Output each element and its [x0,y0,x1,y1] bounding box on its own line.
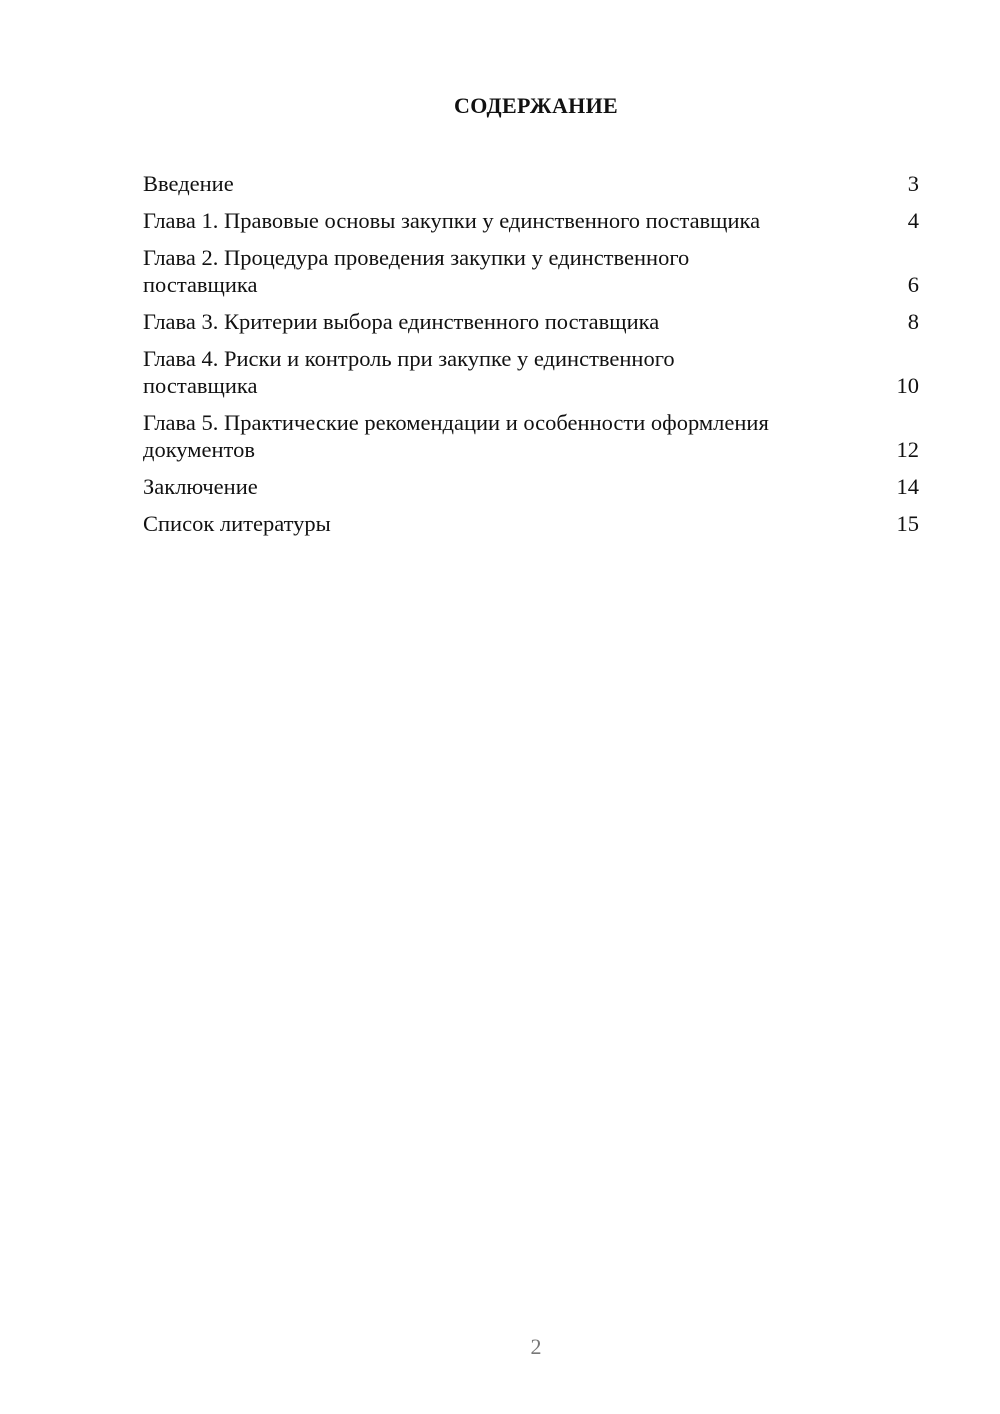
toc-entry-page-number: 4 [907,208,919,233]
toc-entry-text: Глава 3. Критерии выбора единственного поставщика [143,309,660,334]
toc-entry-text: Глава 5. Практические рекомендации и особенности оформления документов [143,410,769,462]
toc-entry-page-number: 3 [907,171,919,196]
toc-entry-introduction [143,170,919,197]
toc-entry-text: Глава 2. Процедура проведения закупки у единственного поставщика [143,245,690,297]
toc-entry-chapter-4 [143,345,919,399]
toc-entry-text: Список литературы [143,511,331,536]
toc-entry-text: Глава 1. Правовые основы закупки у единственного поставщика [143,208,761,233]
toc-entry-chapter-2 [143,244,919,298]
toc-entry-page-number: 8 [907,309,919,334]
toc-entry-text: Глава 4. Риски и контроль при закупке у единственного поставщика [143,346,675,398]
table-of-contents [143,170,919,547]
toc-entry-text: Введение [143,171,234,196]
toc-entry-page-number: 14 [896,474,919,499]
toc-entry-text: Заключение [143,474,258,499]
toc-entry-page-number: 6 [907,272,919,297]
toc-entry-page-number: 10 [896,373,919,398]
toc-entry-page-number: 15 [896,511,919,536]
toc-entry-page-number: 12 [896,437,919,462]
toc-entry-chapter-5 [143,409,919,463]
page-number: 2 [530,1334,542,1359]
page-title: СОДЕРЖАНИЕ [454,93,618,118]
toc-entry-chapter-1 [143,207,919,234]
toc-entry-conclusion [143,473,919,500]
toc-entry-chapter-3 [143,308,919,335]
toc-entry-bibliography [143,510,919,537]
